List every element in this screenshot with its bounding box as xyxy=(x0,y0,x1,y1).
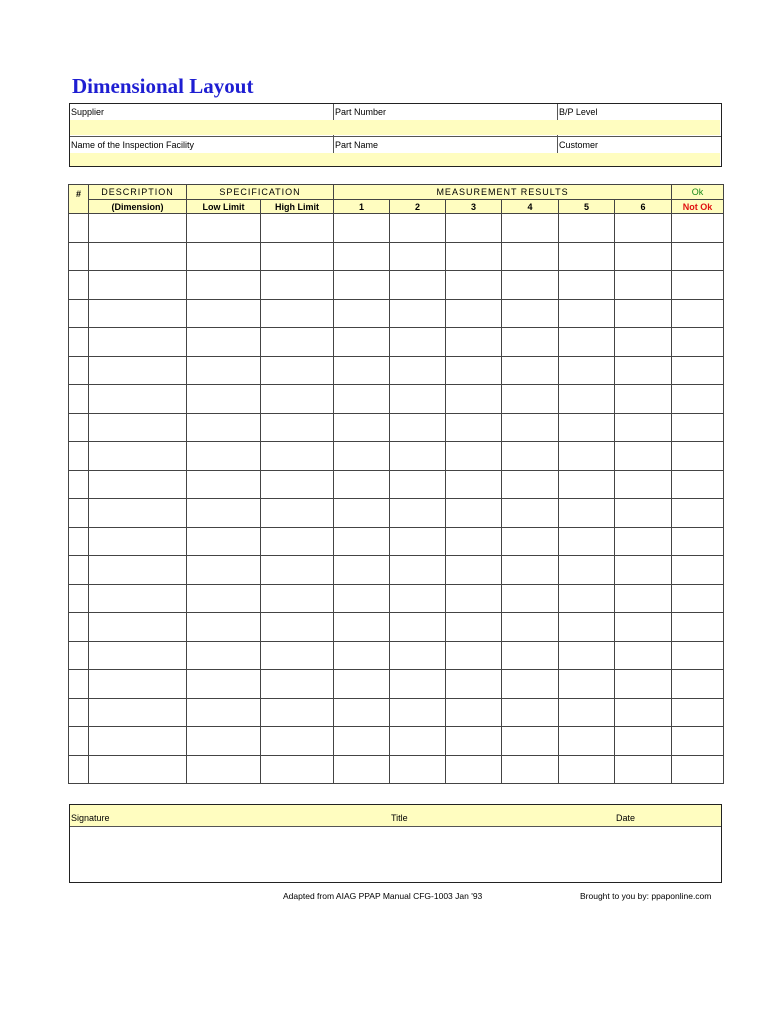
table-cell[interactable] xyxy=(261,214,334,243)
table-cell[interactable] xyxy=(615,499,672,528)
table-cell[interactable] xyxy=(446,271,502,300)
table-cell[interactable] xyxy=(390,214,446,243)
table-row xyxy=(69,271,724,300)
table-cell[interactable] xyxy=(334,755,390,784)
table-cell[interactable] xyxy=(615,328,672,357)
table-cell[interactable] xyxy=(446,698,502,727)
part-name-cell xyxy=(333,137,557,167)
table-cell[interactable] xyxy=(334,727,390,756)
table-row xyxy=(69,727,724,756)
table-cell[interactable] xyxy=(672,641,724,670)
inspection-facility-field[interactable] xyxy=(70,153,333,166)
table-cell[interactable] xyxy=(672,442,724,471)
table-cell[interactable] xyxy=(69,641,89,670)
table-cell[interactable] xyxy=(89,727,187,756)
table-cell[interactable] xyxy=(261,442,334,471)
table-cell[interactable] xyxy=(672,271,724,300)
table-row xyxy=(69,299,724,328)
measurement-6-header: 6 xyxy=(615,200,672,214)
measurement-5-header: 5 xyxy=(559,200,615,214)
table-cell[interactable] xyxy=(261,299,334,328)
table-cell[interactable] xyxy=(615,727,672,756)
table-cell[interactable] xyxy=(672,613,724,642)
table-cell[interactable] xyxy=(187,499,261,528)
table-cell[interactable] xyxy=(615,442,672,471)
table-cell[interactable] xyxy=(187,470,261,499)
table-cell[interactable] xyxy=(261,328,334,357)
table-cell[interactable] xyxy=(615,613,672,642)
table-cell[interactable] xyxy=(187,727,261,756)
table-cell[interactable] xyxy=(261,641,334,670)
table-cell[interactable] xyxy=(559,698,615,727)
col-num-header: # xyxy=(69,185,89,214)
table-cell[interactable] xyxy=(672,698,724,727)
table-cell[interactable] xyxy=(261,527,334,556)
table-cell[interactable] xyxy=(261,242,334,271)
table-cell[interactable] xyxy=(502,214,559,243)
table-row xyxy=(69,242,724,271)
table-cell[interactable] xyxy=(502,470,559,499)
bp-level-cell xyxy=(557,104,720,136)
table-cell[interactable] xyxy=(502,727,559,756)
measurement-1-header: 1 xyxy=(334,200,390,214)
table-cell[interactable] xyxy=(334,613,390,642)
table-cell[interactable] xyxy=(334,641,390,670)
table-cell[interactable] xyxy=(89,356,187,385)
table-cell[interactable] xyxy=(390,442,446,471)
table-cell[interactable] xyxy=(559,356,615,385)
table-cell[interactable] xyxy=(334,556,390,585)
table-row xyxy=(69,698,724,727)
table-cell[interactable] xyxy=(390,698,446,727)
table-cell[interactable] xyxy=(187,584,261,613)
table-cell[interactable] xyxy=(69,271,89,300)
table-cell[interactable] xyxy=(672,499,724,528)
table-cell[interactable] xyxy=(334,385,390,414)
table-cell[interactable] xyxy=(559,442,615,471)
table-cell[interactable] xyxy=(89,641,187,670)
inspection-facility-label: Name of the Inspection Facility xyxy=(71,140,195,150)
table-cell[interactable] xyxy=(672,584,724,613)
table-cell[interactable] xyxy=(390,641,446,670)
table-cell[interactable] xyxy=(89,470,187,499)
table-cell[interactable] xyxy=(390,356,446,385)
measurement-2-header: 2 xyxy=(390,200,446,214)
table-cell[interactable] xyxy=(672,727,724,756)
table-row xyxy=(69,328,724,357)
table-cell[interactable] xyxy=(559,299,615,328)
table-cell[interactable] xyxy=(89,413,187,442)
table-cell[interactable] xyxy=(672,214,724,243)
table-row xyxy=(69,470,724,499)
table-cell[interactable] xyxy=(615,214,672,243)
table-cell[interactable] xyxy=(187,755,261,784)
table-cell[interactable] xyxy=(334,442,390,471)
table-cell[interactable] xyxy=(261,413,334,442)
table-row xyxy=(69,670,724,699)
title-label: Title xyxy=(391,813,408,823)
table-cell[interactable] xyxy=(502,670,559,699)
table-cell[interactable] xyxy=(69,698,89,727)
table-cell[interactable] xyxy=(615,698,672,727)
table-row xyxy=(69,356,724,385)
table-cell[interactable] xyxy=(89,499,187,528)
table-subheader-row xyxy=(69,200,724,214)
table-cell[interactable] xyxy=(261,385,334,414)
table-cell[interactable] xyxy=(69,613,89,642)
table-header-row xyxy=(69,185,724,200)
table-row xyxy=(69,613,724,642)
table-cell[interactable] xyxy=(69,385,89,414)
table-cell[interactable] xyxy=(187,385,261,414)
table-row xyxy=(69,755,724,784)
table-cell[interactable] xyxy=(69,527,89,556)
table-cell[interactable] xyxy=(261,556,334,585)
brought-footer: Brought to you by: ppaponline.com xyxy=(580,891,712,901)
signature-box xyxy=(69,804,722,883)
table-cell[interactable] xyxy=(672,299,724,328)
table-cell[interactable] xyxy=(187,442,261,471)
table-cell[interactable] xyxy=(672,470,724,499)
table-cell[interactable] xyxy=(559,584,615,613)
table-cell[interactable] xyxy=(334,413,390,442)
table-cell[interactable] xyxy=(559,527,615,556)
table-cell[interactable] xyxy=(261,499,334,528)
table-cell[interactable] xyxy=(502,442,559,471)
signature-header-bar xyxy=(70,805,721,827)
table-cell[interactable] xyxy=(390,328,446,357)
table-cell[interactable] xyxy=(187,271,261,300)
table-cell[interactable] xyxy=(502,328,559,357)
table-row xyxy=(69,413,724,442)
measurement-results-header: MEASUREMENT RESULTS xyxy=(334,185,672,200)
table-cell[interactable] xyxy=(502,613,559,642)
part-number-label: Part Number xyxy=(335,107,387,117)
low-limit-header: Low Limit xyxy=(187,200,261,214)
table-cell[interactable] xyxy=(334,299,390,328)
table-cell[interactable] xyxy=(390,242,446,271)
table-cell[interactable] xyxy=(559,641,615,670)
table-cell[interactable] xyxy=(89,613,187,642)
table-cell[interactable] xyxy=(446,242,502,271)
table-cell[interactable] xyxy=(446,413,502,442)
table-cell[interactable] xyxy=(89,755,187,784)
table-cell[interactable] xyxy=(615,470,672,499)
table-cell[interactable] xyxy=(187,527,261,556)
table-cell[interactable] xyxy=(502,556,559,585)
table-cell[interactable] xyxy=(615,271,672,300)
table-cell[interactable] xyxy=(672,556,724,585)
table-cell[interactable] xyxy=(69,470,89,499)
part-number-field[interactable] xyxy=(333,120,557,135)
table-cell[interactable] xyxy=(559,613,615,642)
table-cell[interactable] xyxy=(446,527,502,556)
table-cell[interactable] xyxy=(89,385,187,414)
customer-label: Customer xyxy=(559,140,599,150)
table-cell[interactable] xyxy=(446,613,502,642)
table-cell[interactable] xyxy=(187,328,261,357)
table-cell[interactable] xyxy=(502,299,559,328)
table-cell[interactable] xyxy=(446,755,502,784)
table-cell[interactable] xyxy=(69,755,89,784)
table-cell[interactable] xyxy=(502,242,559,271)
table-cell[interactable] xyxy=(615,299,672,328)
dimension-subheader: (Dimension) xyxy=(89,200,187,214)
table-cell[interactable] xyxy=(672,670,724,699)
table-cell[interactable] xyxy=(615,755,672,784)
table-cell[interactable] xyxy=(615,584,672,613)
table-cell[interactable] xyxy=(187,670,261,699)
table-cell[interactable] xyxy=(615,413,672,442)
table-cell[interactable] xyxy=(187,556,261,585)
table-cell[interactable] xyxy=(334,271,390,300)
table-cell[interactable] xyxy=(334,470,390,499)
table-cell[interactable] xyxy=(446,385,502,414)
table-cell[interactable] xyxy=(446,556,502,585)
table-cell[interactable] xyxy=(334,214,390,243)
table-cell[interactable] xyxy=(559,413,615,442)
table-cell[interactable] xyxy=(334,328,390,357)
adapted-footer: Adapted from AIAG PPAP Manual CFG-1003 Jan '93 xyxy=(283,891,483,901)
table-cell[interactable] xyxy=(615,641,672,670)
table-cell[interactable] xyxy=(390,584,446,613)
table-cell[interactable] xyxy=(69,413,89,442)
table-cell[interactable] xyxy=(390,527,446,556)
table-cell[interactable] xyxy=(390,413,446,442)
table-cell[interactable] xyxy=(261,727,334,756)
table-row xyxy=(69,527,724,556)
table-row xyxy=(69,499,724,528)
table-cell[interactable] xyxy=(261,470,334,499)
table-cell[interactable] xyxy=(390,271,446,300)
table-cell[interactable] xyxy=(672,242,724,271)
table-cell[interactable] xyxy=(69,499,89,528)
table-cell[interactable] xyxy=(615,242,672,271)
table-cell[interactable] xyxy=(69,242,89,271)
table-cell[interactable] xyxy=(89,584,187,613)
table-cell[interactable] xyxy=(446,442,502,471)
table-cell[interactable] xyxy=(334,242,390,271)
bp-level-field[interactable] xyxy=(557,120,720,135)
not-ok-header: Not Ok xyxy=(672,200,724,214)
table-cell[interactable] xyxy=(502,698,559,727)
table-cell[interactable] xyxy=(187,242,261,271)
table-cell[interactable] xyxy=(89,670,187,699)
table-cell[interactable] xyxy=(69,584,89,613)
table-cell[interactable] xyxy=(261,356,334,385)
table-cell[interactable] xyxy=(89,214,187,243)
bp-level-label: B/P Level xyxy=(559,107,598,117)
table-cell[interactable] xyxy=(69,727,89,756)
table-cell[interactable] xyxy=(502,385,559,414)
table-cell[interactable] xyxy=(261,584,334,613)
table-cell[interactable] xyxy=(390,755,446,784)
table-cell[interactable] xyxy=(69,356,89,385)
table-cell[interactable] xyxy=(69,328,89,357)
table-cell[interactable] xyxy=(89,328,187,357)
table-cell[interactable] xyxy=(559,385,615,414)
table-cell[interactable] xyxy=(89,556,187,585)
header-info-box xyxy=(69,103,722,167)
table-cell[interactable] xyxy=(334,670,390,699)
table-cell[interactable] xyxy=(334,499,390,528)
table-cell[interactable] xyxy=(390,727,446,756)
table-cell[interactable] xyxy=(261,698,334,727)
table-cell[interactable] xyxy=(615,556,672,585)
table-cell[interactable] xyxy=(615,356,672,385)
table-cell[interactable] xyxy=(502,641,559,670)
supplier-cell xyxy=(70,104,333,136)
table-cell[interactable] xyxy=(446,299,502,328)
table-cell[interactable] xyxy=(615,670,672,699)
measurement-3-header: 3 xyxy=(446,200,502,214)
table-cell[interactable] xyxy=(187,413,261,442)
table-cell[interactable] xyxy=(446,328,502,357)
table-cell[interactable] xyxy=(390,499,446,528)
high-limit-header: High Limit xyxy=(261,200,334,214)
table-cell[interactable] xyxy=(672,413,724,442)
table-cell[interactable] xyxy=(502,499,559,528)
table-cell[interactable] xyxy=(69,299,89,328)
table-cell[interactable] xyxy=(69,670,89,699)
table-cell[interactable] xyxy=(502,413,559,442)
table-cell[interactable] xyxy=(334,698,390,727)
part-name-field[interactable] xyxy=(333,153,557,166)
table-cell[interactable] xyxy=(672,385,724,414)
table-cell[interactable] xyxy=(446,584,502,613)
supplier-label: Supplier xyxy=(71,107,105,117)
signature-label: Signature xyxy=(71,813,110,823)
table-cell[interactable] xyxy=(390,385,446,414)
table-cell[interactable] xyxy=(261,271,334,300)
table-cell[interactable] xyxy=(261,755,334,784)
table-cell[interactable] xyxy=(559,328,615,357)
table-cell[interactable] xyxy=(69,214,89,243)
table-cell[interactable] xyxy=(261,670,334,699)
table-cell[interactable] xyxy=(559,727,615,756)
table-cell[interactable] xyxy=(334,527,390,556)
table-cell[interactable] xyxy=(446,641,502,670)
table-cell[interactable] xyxy=(187,698,261,727)
table-cell[interactable] xyxy=(559,242,615,271)
customer-field[interactable] xyxy=(557,153,720,166)
table-cell[interactable] xyxy=(390,613,446,642)
part-name-label: Part Name xyxy=(335,140,379,150)
part-number-cell xyxy=(333,104,557,136)
measurement-table xyxy=(68,184,724,784)
table-row xyxy=(69,584,724,613)
page-title: Dimensional Layout xyxy=(72,74,254,98)
measurement-4-header: 4 xyxy=(502,200,559,214)
signature-area[interactable] xyxy=(70,827,721,882)
table-cell[interactable] xyxy=(502,584,559,613)
table-cell[interactable] xyxy=(502,356,559,385)
table-cell[interactable] xyxy=(89,698,187,727)
table-cell[interactable] xyxy=(615,385,672,414)
table-cell[interactable] xyxy=(261,613,334,642)
table-cell[interactable] xyxy=(672,328,724,357)
table-cell[interactable] xyxy=(559,470,615,499)
table-cell[interactable] xyxy=(69,442,89,471)
table-cell[interactable] xyxy=(672,527,724,556)
table-row xyxy=(69,385,724,414)
table-cell[interactable] xyxy=(446,727,502,756)
specification-header: SPECIFICATION xyxy=(187,185,334,200)
supplier-field[interactable] xyxy=(70,120,333,135)
table-cell[interactable] xyxy=(559,214,615,243)
table-cell[interactable] xyxy=(390,299,446,328)
table-cell[interactable] xyxy=(446,670,502,699)
table-cell[interactable] xyxy=(187,214,261,243)
table-cell[interactable] xyxy=(502,271,559,300)
table-cell[interactable] xyxy=(89,527,187,556)
table-cell[interactable] xyxy=(446,356,502,385)
table-cell[interactable] xyxy=(187,613,261,642)
table-cell[interactable] xyxy=(89,442,187,471)
table-cell[interactable] xyxy=(89,242,187,271)
table-cell[interactable] xyxy=(334,356,390,385)
table-row xyxy=(69,442,724,471)
table-cell[interactable] xyxy=(390,670,446,699)
table-row xyxy=(69,556,724,585)
table-cell[interactable] xyxy=(672,356,724,385)
table-cell[interactable] xyxy=(187,641,261,670)
table-row xyxy=(69,641,724,670)
table-cell[interactable] xyxy=(390,470,446,499)
inspection-facility-cell xyxy=(70,137,333,167)
table-cell[interactable] xyxy=(89,299,187,328)
table-cell[interactable] xyxy=(187,356,261,385)
table-cell[interactable] xyxy=(69,556,89,585)
table-cell[interactable] xyxy=(446,470,502,499)
ok-header: Ok xyxy=(672,185,724,200)
table-cell[interactable] xyxy=(559,499,615,528)
table-cell[interactable] xyxy=(615,527,672,556)
table-cell[interactable] xyxy=(672,755,724,784)
table-cell[interactable] xyxy=(502,755,559,784)
customer-cell xyxy=(557,137,720,167)
table-cell[interactable] xyxy=(559,556,615,585)
table-cell[interactable] xyxy=(89,271,187,300)
table-cell[interactable] xyxy=(187,299,261,328)
table-cell[interactable] xyxy=(502,527,559,556)
table-cell[interactable] xyxy=(390,556,446,585)
table-cell[interactable] xyxy=(559,271,615,300)
table-cell[interactable] xyxy=(559,670,615,699)
table-cell[interactable] xyxy=(334,584,390,613)
table-body xyxy=(69,214,724,784)
table-cell[interactable] xyxy=(559,755,615,784)
table-row xyxy=(69,214,724,243)
table-cell[interactable] xyxy=(446,499,502,528)
date-label: Date xyxy=(616,813,636,823)
description-header: DESCRIPTION xyxy=(89,185,187,200)
table-cell[interactable] xyxy=(446,214,502,243)
